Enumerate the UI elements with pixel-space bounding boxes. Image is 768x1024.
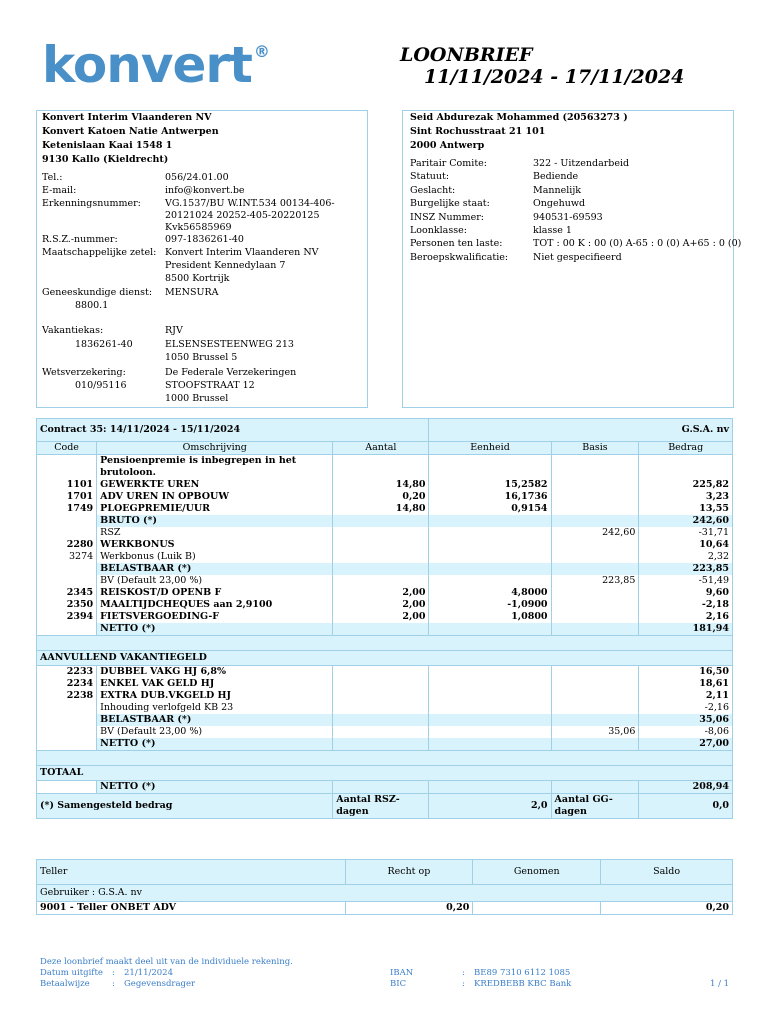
teller-genomen bbox=[473, 902, 601, 915]
table-row bbox=[37, 666, 733, 679]
row-eenheid: 1,0800 bbox=[429, 611, 551, 623]
zetel-value-1: Konvert Interim Vlaanderen NV bbox=[165, 247, 319, 258]
footer-colon: : bbox=[112, 979, 115, 989]
row-code: 2350 bbox=[37, 599, 97, 611]
row-code bbox=[37, 738, 97, 751]
footer-colon: : bbox=[462, 979, 465, 989]
row-code bbox=[37, 575, 97, 587]
worker-box bbox=[402, 110, 742, 408]
employer-street: Ketenislaan Kaai 1548 1 bbox=[42, 140, 173, 151]
row-bedrag: 2,16 bbox=[639, 611, 733, 623]
col-aantal: Aantal bbox=[333, 442, 429, 455]
erk-value-2: 20121024 20252-405-20220125 bbox=[165, 210, 320, 221]
wet-value-2: STOOFSTRAAT 12 bbox=[165, 380, 255, 391]
row-basis bbox=[551, 781, 639, 794]
composite-note: (*) Samengesteld bedrag bbox=[37, 794, 333, 819]
registered-mark: ® bbox=[253, 42, 269, 61]
row-description: ADV UREN IN OPBOUW bbox=[97, 491, 333, 503]
row-bedrag: 27,00 bbox=[639, 738, 733, 751]
footer-bic: KREDBEBB KBC Bank bbox=[474, 979, 572, 989]
row-bedrag: 18,61 bbox=[639, 678, 733, 690]
row-aantal bbox=[333, 781, 429, 794]
wet-value-3: 1000 Brussel bbox=[165, 393, 229, 404]
teller-user-row bbox=[37, 885, 733, 902]
row-code: 1701 bbox=[37, 491, 97, 503]
teller-recht: 0,20 bbox=[345, 902, 473, 915]
worker-field-value: 940531-69593 bbox=[533, 211, 603, 223]
col-basis: Basis bbox=[551, 442, 639, 455]
table-row bbox=[37, 726, 733, 738]
row-aantal bbox=[333, 563, 429, 575]
row-code bbox=[37, 714, 97, 726]
footer-iban-label: IBAN bbox=[390, 968, 414, 978]
employer-name: Konvert Interim Vlaanderen NV bbox=[42, 112, 212, 123]
total-netto-value: 208,94 bbox=[639, 781, 733, 794]
row-bedrag: 223,85 bbox=[639, 563, 733, 575]
table-row bbox=[37, 678, 733, 690]
worker-city: 2000 Antwerp bbox=[410, 140, 485, 151]
vak-value-2: ELSENSESTEENWEG 213 bbox=[165, 339, 294, 350]
row-aantal bbox=[333, 575, 429, 587]
row-aantal: 14,80 bbox=[333, 503, 429, 515]
row-code bbox=[37, 781, 97, 794]
gg-days-label: Aantal GG-dagen bbox=[551, 794, 639, 819]
row-description: Werkbonus (Luik B) bbox=[97, 551, 333, 563]
spacer-row bbox=[37, 636, 733, 651]
worker-field-label: Loonklasse: bbox=[410, 225, 467, 236]
row-code: 1749 bbox=[37, 503, 97, 515]
teller-table bbox=[36, 859, 733, 915]
row-bedrag: -51,49 bbox=[639, 575, 733, 587]
payroll-table bbox=[36, 418, 733, 819]
row-code: 2233 bbox=[37, 666, 97, 679]
row-basis bbox=[551, 563, 639, 575]
erk-value-1: VG.1537/BU W.INT.534 00134-406- bbox=[165, 198, 335, 209]
worker-field-label: INSZ Nummer: bbox=[410, 211, 485, 223]
row-basis bbox=[551, 503, 639, 515]
employer-box bbox=[36, 110, 368, 408]
row-basis bbox=[551, 714, 639, 726]
row-bedrag: 16,50 bbox=[639, 666, 733, 679]
row-aantal bbox=[333, 515, 429, 527]
row-aantal bbox=[333, 738, 429, 751]
payroll-table-body bbox=[37, 419, 733, 819]
col-eenheid: Eenheid bbox=[429, 442, 551, 455]
footer-colon: : bbox=[462, 968, 465, 978]
row-aantal bbox=[333, 455, 429, 480]
table-row bbox=[37, 575, 733, 587]
row-basis bbox=[551, 515, 639, 527]
erk-value-3: Kvk56585969 bbox=[165, 222, 232, 233]
row-bedrag: -2,18 bbox=[639, 599, 733, 611]
vak-value-1: RJV bbox=[165, 325, 183, 336]
footer-iban: BE89 7310 6112 1085 bbox=[474, 968, 571, 978]
row-basis bbox=[551, 690, 639, 702]
row-aantal bbox=[333, 690, 429, 702]
gen-label: Geneeskundige dienst: bbox=[42, 287, 153, 298]
row-eenheid bbox=[429, 551, 551, 563]
email-label: E-mail: bbox=[42, 185, 77, 196]
row-eenheid bbox=[429, 714, 551, 726]
table-row bbox=[37, 503, 733, 515]
row-description: BELASTBAAR (*) bbox=[97, 563, 333, 575]
contract-header-row bbox=[37, 419, 733, 442]
row-basis bbox=[551, 678, 639, 690]
row-aantal bbox=[333, 527, 429, 539]
row-description: GEWERKTE UREN bbox=[97, 479, 333, 491]
table-row bbox=[37, 702, 733, 714]
row-bedrag: 181,94 bbox=[639, 623, 733, 636]
row-description: BV (Default 23,00 %) bbox=[97, 726, 333, 738]
table-row bbox=[37, 690, 733, 702]
teller-header-row bbox=[37, 860, 733, 885]
row-eenheid bbox=[429, 527, 551, 539]
spacer-row bbox=[37, 751, 733, 766]
row-basis bbox=[551, 539, 639, 551]
row-basis: 223,85 bbox=[551, 575, 639, 587]
row-basis bbox=[551, 599, 639, 611]
total-netto-row bbox=[37, 781, 733, 794]
contract-title: Contract 35: 14/11/2024 - 15/11/2024 bbox=[37, 419, 429, 442]
wet-value-1: De Federale Verzekeringen bbox=[165, 367, 297, 378]
gen-code: 8800.1 bbox=[75, 300, 109, 311]
vak-code: 1836261-40 bbox=[75, 339, 133, 350]
row-code bbox=[37, 623, 97, 636]
table-row bbox=[37, 563, 733, 575]
teller-saldo: 0,20 bbox=[601, 902, 733, 915]
row-code: 2234 bbox=[37, 678, 97, 690]
document-title bbox=[400, 44, 768, 88]
row-eenheid bbox=[429, 575, 551, 587]
tel-value: 056/24.01.00 bbox=[165, 172, 229, 183]
gg-days-value: 0,0 bbox=[639, 794, 733, 819]
row-description: EXTRA DUB.VKGELD HJ bbox=[97, 690, 333, 702]
row-eenheid: -1,0900 bbox=[429, 599, 551, 611]
row-eenheid bbox=[429, 678, 551, 690]
worker-field-label: Statuut: bbox=[410, 171, 450, 183]
row-code bbox=[37, 563, 97, 575]
table-row bbox=[37, 714, 733, 726]
logo-text: konvert bbox=[42, 36, 252, 94]
summary-row bbox=[37, 794, 733, 819]
company-logo bbox=[42, 36, 269, 94]
row-bedrag: -2,16 bbox=[639, 702, 733, 714]
footer-betaal: Gegevensdrager bbox=[124, 979, 196, 989]
row-aantal: 0,20 bbox=[333, 491, 429, 503]
row-code: 2394 bbox=[37, 611, 97, 623]
row-bedrag: 13,55 bbox=[639, 503, 733, 515]
wet-code: 010/95116 bbox=[75, 380, 127, 391]
table-row bbox=[37, 491, 733, 503]
row-eenheid bbox=[429, 563, 551, 575]
vakantie-title-label: AANVULLEND VAKANTIEGELD bbox=[37, 651, 733, 666]
row-code: 3274 bbox=[37, 551, 97, 563]
row-eenheid: 4,8000 bbox=[429, 587, 551, 599]
worker-field-value: Ongehuwd bbox=[533, 198, 586, 210]
teller-name: 9001 - Teller ONBET ADV bbox=[37, 902, 346, 915]
row-code bbox=[37, 726, 97, 738]
row-code bbox=[37, 527, 97, 539]
table-row bbox=[37, 551, 733, 563]
row-aantal: 2,00 bbox=[333, 599, 429, 611]
worker-street: Sint Rochusstraat 21 101 bbox=[410, 126, 546, 137]
row-aantal: 2,00 bbox=[333, 611, 429, 623]
zetel-value-3: 8500 Kortrijk bbox=[165, 273, 230, 284]
vak-label: Vakantiekas: bbox=[42, 325, 104, 336]
row-aantal bbox=[333, 702, 429, 714]
worker-field-label: Beroepskwalificatie: bbox=[410, 251, 509, 263]
row-code bbox=[37, 515, 97, 527]
rsz-days-label: Aantal RSZ-dagen bbox=[333, 794, 429, 819]
col-omschrijving: Omschrijving bbox=[97, 442, 333, 455]
row-basis bbox=[551, 551, 639, 563]
row-aantal: 14,80 bbox=[333, 479, 429, 491]
table-row bbox=[37, 479, 733, 491]
row-aantal bbox=[333, 623, 429, 636]
vak-value-3: 1050 Brussel 5 bbox=[165, 352, 238, 363]
email-value: info@konvert.be bbox=[165, 185, 245, 196]
row-eenheid: 15,2582 bbox=[429, 479, 551, 491]
row-eenheid bbox=[429, 666, 551, 679]
row-code: 1101 bbox=[37, 479, 97, 491]
row-bedrag: 9,60 bbox=[639, 587, 733, 599]
worker-field-value: Bediende bbox=[533, 171, 579, 183]
row-code: 2280 bbox=[37, 539, 97, 551]
worker-field-value: Niet gespecifieerd bbox=[533, 251, 622, 263]
row-code: 2345 bbox=[37, 587, 97, 599]
row-description: FIETSVERGOEDING-F bbox=[97, 611, 333, 623]
rsz-label: R.S.Z.-nummer: bbox=[42, 234, 118, 245]
teller-col-recht: Recht op bbox=[345, 860, 473, 885]
wet-label: Wetsverzekering: bbox=[42, 367, 126, 378]
worker-field-value: klasse 1 bbox=[533, 225, 572, 236]
worker-field-label: Personen ten laste: bbox=[410, 238, 503, 250]
worker-field-value: 322 - Uitzendarbeid bbox=[533, 158, 630, 169]
row-code bbox=[37, 455, 97, 480]
row-bedrag: 2,32 bbox=[639, 551, 733, 563]
row-eenheid bbox=[429, 539, 551, 551]
row-eenheid bbox=[429, 702, 551, 714]
row-basis bbox=[551, 479, 639, 491]
worker-field-label: Paritair Comite: bbox=[410, 158, 487, 169]
table-row bbox=[37, 738, 733, 751]
rsz-days-value: 2,0 bbox=[429, 794, 551, 819]
title-period: 11/11/2024 - 17/11/2024 bbox=[424, 66, 685, 88]
worker-field-label: Burgelijke staat: bbox=[410, 198, 490, 210]
row-description: REISKOST/D OPENB F bbox=[97, 587, 333, 599]
footer-bic-label: BIC bbox=[390, 979, 407, 989]
row-basis bbox=[551, 738, 639, 751]
table-row bbox=[37, 539, 733, 551]
footer-colon: : bbox=[112, 968, 115, 978]
employer-city: 9130 Kallo (Kieldrecht) bbox=[42, 154, 169, 165]
zetel-label: Maatschappelijke zetel: bbox=[42, 247, 157, 258]
totaal-title bbox=[37, 766, 733, 781]
column-header-row bbox=[37, 442, 733, 455]
row-aantal bbox=[333, 714, 429, 726]
row-basis bbox=[551, 491, 639, 503]
row-aantal bbox=[333, 666, 429, 679]
row-description: PLOEGPREMIE/UUR bbox=[97, 503, 333, 515]
row-description: MAALTIJDCHEQUES aan 2,9100 bbox=[97, 599, 333, 611]
teller-col-genomen: Genomen bbox=[473, 860, 601, 885]
footer-datum-label: Datum uitgifte bbox=[40, 968, 103, 978]
col-code: Code bbox=[37, 442, 97, 455]
erk-label: Erkenningsnummer: bbox=[42, 198, 141, 209]
row-basis bbox=[551, 455, 639, 480]
teller-col-teller: Teller bbox=[37, 860, 346, 885]
table-row bbox=[37, 527, 733, 539]
footer-datum: 21/11/2024 bbox=[124, 968, 173, 978]
totaal-title-label: TOTAAL bbox=[37, 766, 733, 781]
gen-value: MENSURA bbox=[165, 287, 219, 298]
row-code bbox=[37, 702, 97, 714]
row-eenheid bbox=[429, 781, 551, 794]
table-row bbox=[37, 587, 733, 599]
worker-name: Seid Abdurezak Mohammed (20563273 ) bbox=[410, 112, 628, 123]
table-row bbox=[37, 455, 733, 480]
row-basis: 35,06 bbox=[551, 726, 639, 738]
row-bedrag: 10,64 bbox=[639, 539, 733, 551]
footer-betaal-label: Betaalwijze bbox=[40, 979, 90, 989]
col-bedrag: Bedrag bbox=[639, 442, 733, 455]
row-description: BV (Default 23,00 %) bbox=[97, 575, 333, 587]
row-bedrag: 242,60 bbox=[639, 515, 733, 527]
row-description: NETTO (*) bbox=[97, 623, 333, 636]
contract-company: G.S.A. nv bbox=[429, 419, 733, 442]
row-description: DUBBEL VAKG HJ 6,8% bbox=[97, 666, 333, 679]
row-basis bbox=[551, 623, 639, 636]
teller-col-saldo: Saldo bbox=[601, 860, 733, 885]
row-bedrag: 3,23 bbox=[639, 491, 733, 503]
row-aantal bbox=[333, 551, 429, 563]
title-label: LOONBRIEF bbox=[400, 44, 533, 66]
table-row bbox=[37, 611, 733, 623]
row-bedrag: 225,82 bbox=[639, 479, 733, 491]
table-row bbox=[37, 515, 733, 527]
row-description: Inhouding verlofgeld KB 23 bbox=[97, 702, 333, 714]
row-description: Pensioenpremie is inbegrepen in het brutoloon. bbox=[97, 455, 333, 480]
employer-site: Konvert Katoen Natie Antwerpen bbox=[42, 126, 219, 137]
row-description: WERKBONUS bbox=[97, 539, 333, 551]
worker-field-label: Geslacht: bbox=[410, 184, 456, 196]
zetel-value-2: President Kennedylaan 7 bbox=[165, 260, 286, 271]
table-row bbox=[37, 599, 733, 611]
row-eenheid bbox=[429, 690, 551, 702]
row-bedrag: 35,06 bbox=[639, 714, 733, 726]
row-eenheid bbox=[429, 726, 551, 738]
rsz-value: 097-1836261-40 bbox=[165, 234, 244, 245]
row-bedrag: 2,11 bbox=[639, 690, 733, 702]
worker-field-value: Mannelijk bbox=[533, 184, 582, 196]
row-description: NETTO (*) bbox=[97, 738, 333, 751]
page-number: 1 / 1 bbox=[710, 979, 730, 989]
row-basis bbox=[551, 702, 639, 714]
row-description: ENKEL VAK GELD HJ bbox=[97, 678, 333, 690]
row-description: BRUTO (*) bbox=[97, 515, 333, 527]
footer-note: Deze loonbrief maakt deel uit van de individuele rekening. bbox=[40, 957, 293, 967]
row-aantal bbox=[333, 678, 429, 690]
teller-user: Gebruiker : G.S.A. nv bbox=[37, 885, 733, 902]
spacer-cell bbox=[37, 751, 733, 766]
row-basis bbox=[551, 587, 639, 599]
row-eenheid bbox=[429, 455, 551, 480]
row-aantal bbox=[333, 726, 429, 738]
row-eenheid: 0,9154 bbox=[429, 503, 551, 515]
vakantie-title bbox=[37, 651, 733, 666]
worker-field-value: TOT : 00 K : 00 (0) A-65 : 0 (0) A+65 : 0 (0) bbox=[533, 238, 742, 250]
spacer-cell bbox=[37, 636, 733, 651]
row-basis bbox=[551, 666, 639, 679]
row-aantal bbox=[333, 539, 429, 551]
tel-label: Tel.: bbox=[42, 172, 63, 183]
row-bedrag bbox=[639, 455, 733, 480]
row-description: BELASTBAAR (*) bbox=[97, 714, 333, 726]
row-basis: 242,60 bbox=[551, 527, 639, 539]
table-row bbox=[37, 623, 733, 636]
row-eenheid bbox=[429, 515, 551, 527]
teller-data-row bbox=[37, 902, 733, 915]
row-eenheid bbox=[429, 623, 551, 636]
row-eenheid bbox=[429, 738, 551, 751]
row-aantal: 2,00 bbox=[333, 587, 429, 599]
row-description: RSZ bbox=[97, 527, 333, 539]
total-netto-label: NETTO (*) bbox=[97, 781, 333, 794]
row-eenheid: 16,1736 bbox=[429, 491, 551, 503]
row-bedrag: -31,71 bbox=[639, 527, 733, 539]
row-basis bbox=[551, 611, 639, 623]
row-code: 2238 bbox=[37, 690, 97, 702]
row-bedrag: -8,06 bbox=[639, 726, 733, 738]
